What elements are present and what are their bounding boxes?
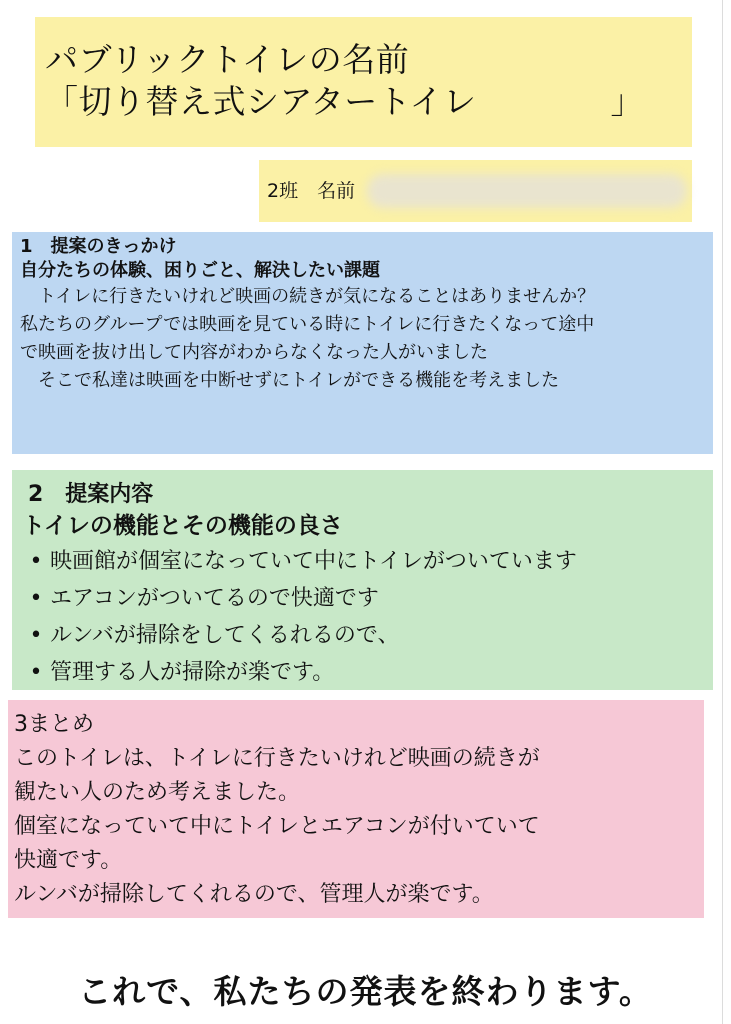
list-item-text: 映画館が個室になっていて中にトイレがついています [50, 549, 577, 574]
title-box [35, 17, 692, 147]
name-box [259, 160, 692, 222]
section3-line: 快適です。 [14, 848, 123, 873]
section-proposal-content [12, 470, 713, 690]
list-item-text: 管理する人が掃除が楽です。 [50, 660, 335, 685]
list-item-text: エアコンがついてるので快適です [50, 586, 379, 611]
list-item [22, 654, 713, 691]
bullet-icon: • [29, 549, 43, 574]
section-proposal-trigger [12, 232, 713, 454]
section1-line: トイレに行きたいけれど映画の続きが気になることはありませんか？ [20, 286, 596, 307]
section1-heading: 1 提案のきっかけ [20, 236, 177, 257]
section3-line: ルンバが掃除してくれるので、管理人が楽です。 [14, 882, 494, 907]
list-item [22, 617, 713, 654]
section2-subheading: トイレの機能とその機能の良さ [22, 513, 343, 539]
section3-line: 観たい人のため考えました。 [14, 780, 301, 805]
name-redaction-blur [367, 174, 687, 208]
section2-heading: 2 提案内容 [28, 482, 154, 507]
section3-line: 個室になっていて中にトイレとエアコンが付いていて [14, 814, 540, 839]
feature-list [22, 543, 713, 691]
title-line-1: パブリックトイレの名前 [45, 40, 410, 79]
bullet-icon: • [29, 623, 43, 648]
page-edge-line [722, 0, 723, 1024]
section3-heading: 3まとめ [14, 712, 94, 737]
section1-line: 私たちのグループでは映画を見ている時にトイレに行きたくなって途中 [20, 314, 595, 335]
section1-line: で映画を抜け出して内容がわからなくなった人がいました [20, 342, 488, 363]
list-item [22, 543, 713, 580]
bullet-icon: • [29, 660, 43, 685]
bullet-icon: • [29, 586, 43, 611]
group-name-label: 2班 名前 [267, 180, 356, 202]
section3-line: このトイレは、トイレに行きたいけれど映画の続きが [14, 746, 540, 771]
section-summary [8, 700, 704, 918]
section1-subheading: 自分たちの体験、困りごと、解決したい課題 [20, 260, 380, 281]
section1-line: そこで私達は映画を中断せずにトイレができる機能を考えました [20, 370, 560, 391]
list-item-text: ルンバが掃除をしてくるれるので、 [50, 623, 400, 648]
title-line-2: 「切り替え式シアタートイレ 」 [45, 82, 645, 121]
list-item [22, 580, 713, 617]
closing-statement: これで、私たちの発表を終わります。 [78, 972, 653, 1011]
